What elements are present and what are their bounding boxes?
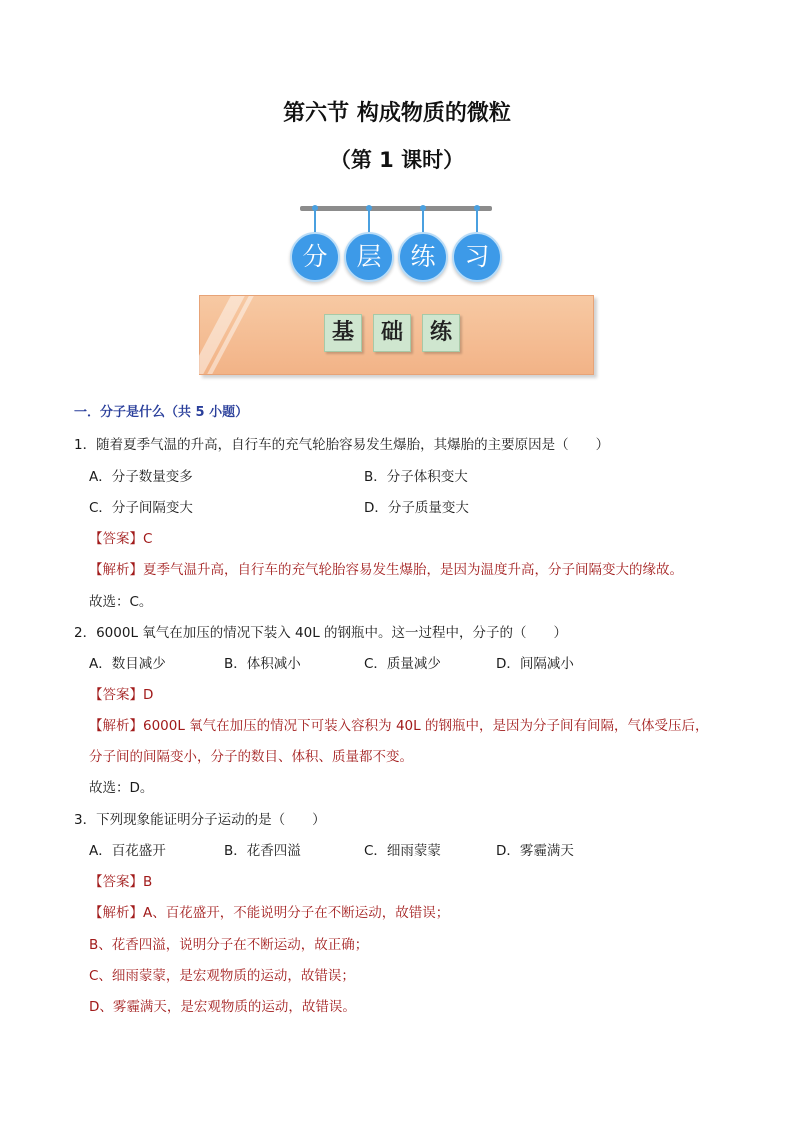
option: B．体积减小 [224,656,301,672]
banner-tile: 础 [373,314,411,352]
bubble-char: 分 [290,232,340,282]
section-heading: 一．分子是什么（共 5 小题） [74,405,249,420]
option: B．分子体积变大 [364,469,468,485]
hanger-string [314,210,316,234]
analysis-line: B、花香四溢，说明分子在不断运动，故正确； [89,937,369,953]
answer: 【答案】B [89,874,153,890]
bubble-char: 习 [452,232,502,282]
bubble-char: 层 [344,232,394,282]
bubble-char: 练 [398,232,448,282]
option: C．分子间隔变大 [89,500,193,516]
analysis-line: 【解析】6000L 氧气在加压的情况下可装入容积为 40L 的钢瓶中，是因为分子间有间隔，气体受压后， [89,718,709,734]
analysis-line: 【解析】A、百花盛开，不能说明分子在不断运动，故错误； [89,905,450,921]
option: D．雾霾满天 [496,843,574,859]
question-stem: 3．下列现象能证明分子运动的是（ ） [74,812,326,828]
answer: 【答案】D [89,687,154,703]
banner-tile: 练 [422,314,460,352]
option: C．质量减少 [364,656,441,672]
option: C．细雨蒙蒙 [364,843,441,859]
page-title: 第六节 构成物质的微粒 [283,101,511,126]
analysis-line: 【解析】夏季气温升高，自行车的充气轮胎容易发生爆胎，是因为温度升高，分子间隔变大的缘故。 [89,562,683,578]
analysis-line: 分子间的间隔变小，分子的数目、体积、质量都不变。 [89,749,413,765]
hanger-string [422,210,424,234]
option: A．百花盛开 [89,843,166,859]
banner-tile: 基 [324,314,362,352]
option: A．分子数量变多 [89,469,193,485]
question-stem: 2．6000L 氧气在加压的情况下装入 40L 的钢瓶中。这一过程中，分子的（ ） [74,625,568,641]
hanger-string [368,210,370,234]
conclusion: 故选：D。 [89,780,154,796]
option: D．分子质量变大 [364,500,469,516]
question-stem: 1．随着夏季气温的升高，自行车的充气轮胎容易发生爆胎，其爆胎的主要原因是（ ） [74,437,610,453]
option: D．间隔减小 [496,656,574,672]
option: B．花香四溢 [224,843,301,859]
hanger-rod [300,206,492,211]
option: A．数目减少 [89,656,166,672]
conclusion: 故选：C。 [89,594,153,610]
hanger-string [476,210,478,234]
lesson-subtitle: （第 1 课时） [329,148,465,172]
analysis-line: D、雾霾满天，是宏观物质的运动，故错误。 [89,999,356,1015]
analysis-line: C、细雨蒙蒙，是宏观物质的运动，故错误； [89,968,355,984]
answer: 【答案】C [89,531,153,547]
